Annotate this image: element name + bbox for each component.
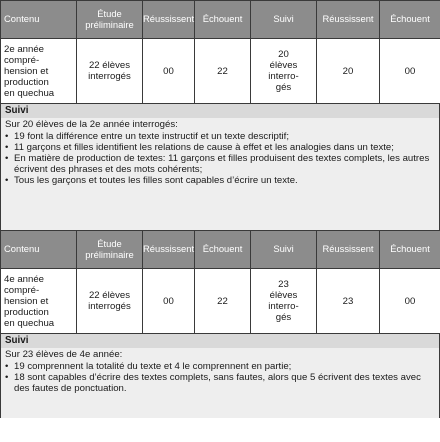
header-echouent: Échouent — [195, 231, 251, 269]
list-item: • Tous les garçons et toutes les filles sont capables d’écrire un texte. — [5, 175, 435, 186]
suivi-title: Suivi — [0, 104, 440, 118]
header-etude: Étude préliminaire — [77, 1, 143, 39]
header-contenu: Contenu — [1, 1, 77, 39]
cell-suivi: 20 élèves interro- gés — [251, 39, 317, 104]
table-row — [1, 39, 440, 104]
cell-echouent: 22 — [195, 39, 251, 104]
header-echouent: Échouent — [195, 1, 251, 39]
header-echouent-2: Échouent — [380, 1, 440, 39]
header-etude: Étude préliminaire — [77, 231, 143, 269]
list-item: • 18 sont capables d’écrire des textes complets, sans fautes, alors que 5 écrivent des textes avec des fautes de ponctuation. — [5, 372, 435, 394]
suivi-body — [0, 348, 440, 418]
header-reussissent: Réussissent — [143, 1, 195, 39]
cell-contenu: 4e année compré- hension et production en quechua — [1, 269, 77, 334]
cell-echouent: 22 — [195, 269, 251, 334]
cell-echouent-2: 00 — [380, 39, 440, 104]
cell-reussissent: 00 — [143, 39, 195, 104]
header-suivi: Suivi — [251, 231, 317, 269]
results-table-2e — [0, 0, 440, 104]
cell-etude: 22 élèves interrogés — [77, 39, 143, 104]
cell-reussissent-2: 20 — [317, 39, 380, 104]
suivi-title: Suivi — [0, 334, 440, 348]
header-contenu: Contenu — [1, 231, 77, 269]
list-item: • En matière de production de textes: 11 garçons et filles produisent des textes complets, les autres écrivent des phrases et des mots cohérents; — [5, 153, 435, 175]
list-item: • 11 garçons et filles identifient les relations de cause à effet et les analogies dans un texte; — [5, 142, 435, 153]
header-echouent-2: Échouent — [380, 231, 440, 269]
header-reussissent-2: Réussissent — [317, 1, 380, 39]
suivi-list — [5, 131, 435, 186]
list-item: • 19 font la différence entre un texte instructif et un texte descriptif; — [5, 131, 435, 142]
suivi-intro: Sur 20 élèves de la 2e année interrogés: — [5, 119, 178, 130]
table-header-row — [1, 231, 440, 269]
list-item: • 19 comprennent la totalité du texte et 4 le comprennent en partie; — [5, 361, 435, 372]
cell-reussissent: 00 — [143, 269, 195, 334]
cell-reussissent-2: 23 — [317, 269, 380, 334]
suivi-intro: Sur 23 élèves de 4e année: — [5, 349, 123, 360]
results-table-4e — [0, 230, 440, 334]
header-suivi: Suivi — [251, 1, 317, 39]
header-reussissent: Réussissent — [143, 231, 195, 269]
header-reussissent-2: Réussissent — [317, 231, 380, 269]
suivi-body — [0, 118, 440, 230]
table-row — [1, 269, 440, 334]
cell-contenu: 2e année compré- hension et production en quechua — [1, 39, 77, 104]
table-header-row — [1, 1, 440, 39]
suivi-list — [5, 361, 435, 394]
cell-echouent-2: 00 — [380, 269, 440, 334]
cell-suivi: 23 élèves interro- gés — [251, 269, 317, 334]
cell-etude: 22 élèves interrogés — [77, 269, 143, 334]
